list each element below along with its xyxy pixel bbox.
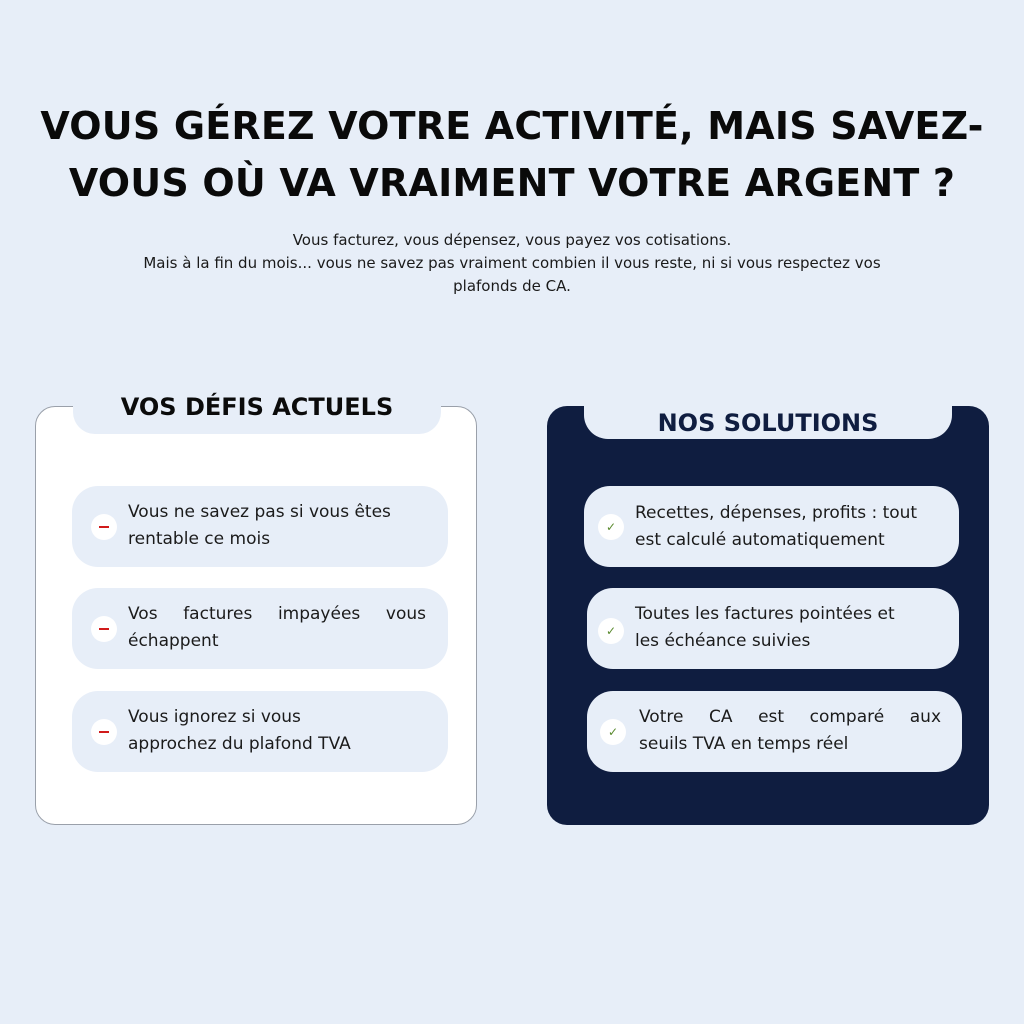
challenge-item [72, 588, 448, 669]
solution-item-line-2: seuils TVA en temps réel [639, 734, 849, 754]
check-icon: ✓ [598, 618, 624, 644]
challenges-tab [73, 393, 441, 434]
challenge-item [72, 486, 448, 567]
page-subtitle-line-2: Mais à la fin du mois... vous ne savez pas vraiment combien il vous reste, ni si vous respectez vos [143, 254, 881, 272]
challenge-item-line-2: échappent [128, 631, 219, 651]
solution-item [587, 691, 962, 772]
solution-item-line-1: Votre CA est comparé aux [639, 707, 941, 727]
page-title-line-1: VOUS GÉREZ VOTRE ACTIVITÉ, MAIS SAVEZ- [40, 104, 984, 148]
challenge-item-line-1: Vous ignorez si vous [128, 707, 301, 727]
solution-item-line-1: Toutes les factures pointées et [635, 604, 895, 624]
solution-item-line-1: Recettes, dépenses, profits : tout [635, 503, 918, 523]
challenge-item-line-2: rentable ce mois [128, 529, 271, 549]
page-subtitle-line-3: plafonds de CA. [453, 277, 571, 295]
challenge-item-line-1: Vos factures impayées vous [128, 604, 426, 624]
page-title [24, 98, 1000, 212]
solution-item-line-2: les échéance suivies [635, 631, 811, 651]
challenges-title: VOS DÉFIS ACTUELS [120, 393, 394, 421]
minus-icon [91, 719, 117, 745]
solutions-title: NOS SOLUTIONS [657, 409, 879, 437]
page-subtitle-line-1: Vous facturez, vous dépensez, vous payez vos cotisations. [292, 231, 732, 249]
check-icon: ✓ [598, 514, 624, 540]
page-subtitle [96, 229, 928, 298]
challenge-item-line-1: Vous ne savez pas si vous êtes [128, 502, 391, 522]
challenge-item [72, 691, 448, 772]
minus-icon [91, 616, 117, 642]
check-icon: ✓ [600, 719, 626, 745]
challenges-card [35, 393, 477, 825]
solution-item [587, 588, 959, 669]
solution-item-line-2: est calculé automatiquement [635, 530, 885, 550]
minus-icon [91, 514, 117, 540]
solutions-card [547, 406, 989, 825]
solution-item [584, 486, 959, 567]
challenge-item-line-2: approchez du plafond TVA [128, 734, 351, 754]
solutions-tab [584, 404, 952, 439]
page-title-line-2: VOUS OÙ VA VRAIMENT VOTRE ARGENT ? [68, 161, 956, 205]
